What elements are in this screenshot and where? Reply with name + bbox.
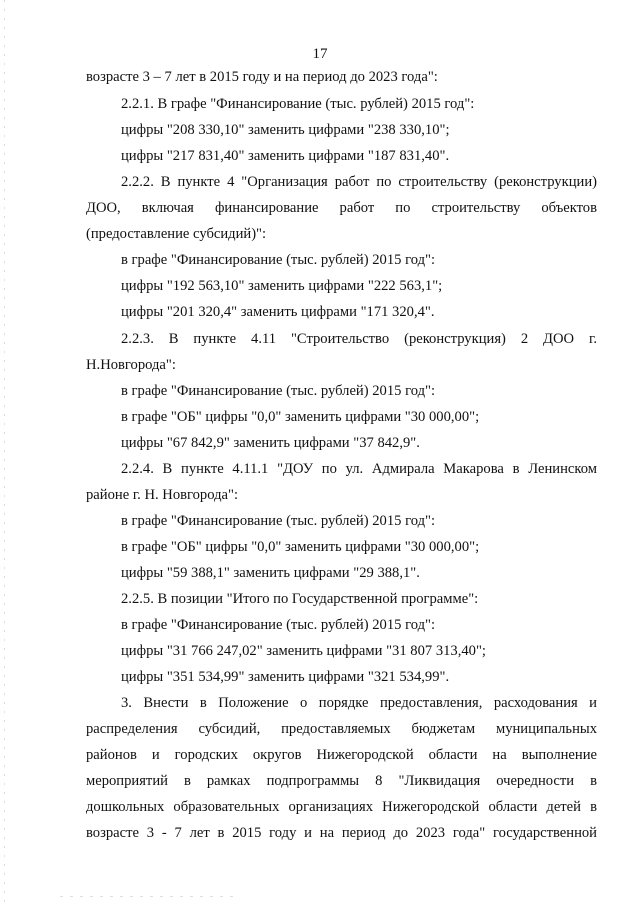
- text-line: в графе "Финансирование (тыс. рублей) 2015 год":: [121, 617, 436, 633]
- text-line: возрасте 3 - 7 лет в 2015 году и на период до 2023 года" государственной: [86, 825, 597, 841]
- text-line: в графе "Финансирование (тыс. рублей) 2015 год":: [121, 252, 436, 268]
- text-line: в графе "Финансирование (тыс. рублей) 2015 год":: [121, 513, 436, 529]
- text-line: цифры "31 766 247,02" заменить цифрами "31 807 313,40";: [121, 643, 486, 659]
- text-line: мероприятий в рамках подпрограммы 8 "Ликвидация очередности в: [86, 773, 597, 789]
- text-line: возрасте 3 – 7 лет в 2015 году и на период до 2023 года":: [86, 69, 438, 85]
- text-line: цифры "59 388,1" заменить цифрами "29 388,1".: [121, 565, 420, 581]
- text-line: 2.2.5. В позиции "Итого по Государственной программе":: [121, 591, 479, 607]
- text-line: 3. Внести в Положение о порядке предоставления, расходования и: [121, 695, 597, 711]
- text-line: 2.2.3. В пункте 4.11 "Строительство (реконструкция) 2 ДОО г.: [121, 331, 597, 347]
- text-line: цифры "192 563,10" заменить цифрами "222 563,1";: [121, 278, 443, 294]
- text-line: районов и городских округов Нижегородской области на выполнение: [86, 747, 597, 763]
- text-line: Н.Новгорода":: [86, 357, 176, 373]
- scan-edge-bottom: [60, 896, 240, 897]
- text-line: (предоставление субсидий)":: [86, 226, 267, 242]
- text-line: 2.2.4. В пункте 4.11.1 "ДОУ по ул. Адмирала Макарова в Ленинском: [121, 461, 597, 477]
- text-line: в графе "ОБ" цифры "0,0" заменить цифрами "30 000,00";: [121, 409, 480, 425]
- text-line: цифры "201 320,4" заменить цифрами "171 320,4".: [121, 304, 435, 320]
- text-line: ДОО, включая финансирование работ по строительству объектов: [86, 200, 597, 216]
- text-line: 2.2.2. В пункте 4 "Организация работ по строительству (реконструкции): [121, 174, 597, 190]
- text-line: 2.2.1. В графе "Финансирование (тыс. рублей) 2015 год":: [121, 96, 475, 112]
- page-number: 17: [312, 46, 328, 62]
- text-line: распределения субсидий, предоставляемых бюджетам муниципальных: [86, 721, 597, 737]
- text-line: цифры "208 330,10" заменить цифрами "238 330,10";: [121, 122, 450, 138]
- text-line: в графе "Финансирование (тыс. рублей) 2015 год":: [121, 383, 436, 399]
- text-line: районе г. Н. Новгорода":: [86, 487, 239, 503]
- text-line: цифры "217 831,40" заменить цифрами "187 831,40".: [121, 148, 450, 164]
- text-line: в графе "ОБ" цифры "0,0" заменить цифрами "30 000,00";: [121, 539, 480, 555]
- text-line: цифры "67 842,9" заменить цифрами "37 842,9".: [121, 435, 420, 451]
- text-line: дошкольных образовательных организациях Нижегородской области детей в: [86, 799, 597, 815]
- text-line: цифры "351 534,99" заменить цифрами "321 534,99".: [121, 669, 450, 685]
- scan-edge-left: [4, 0, 5, 905]
